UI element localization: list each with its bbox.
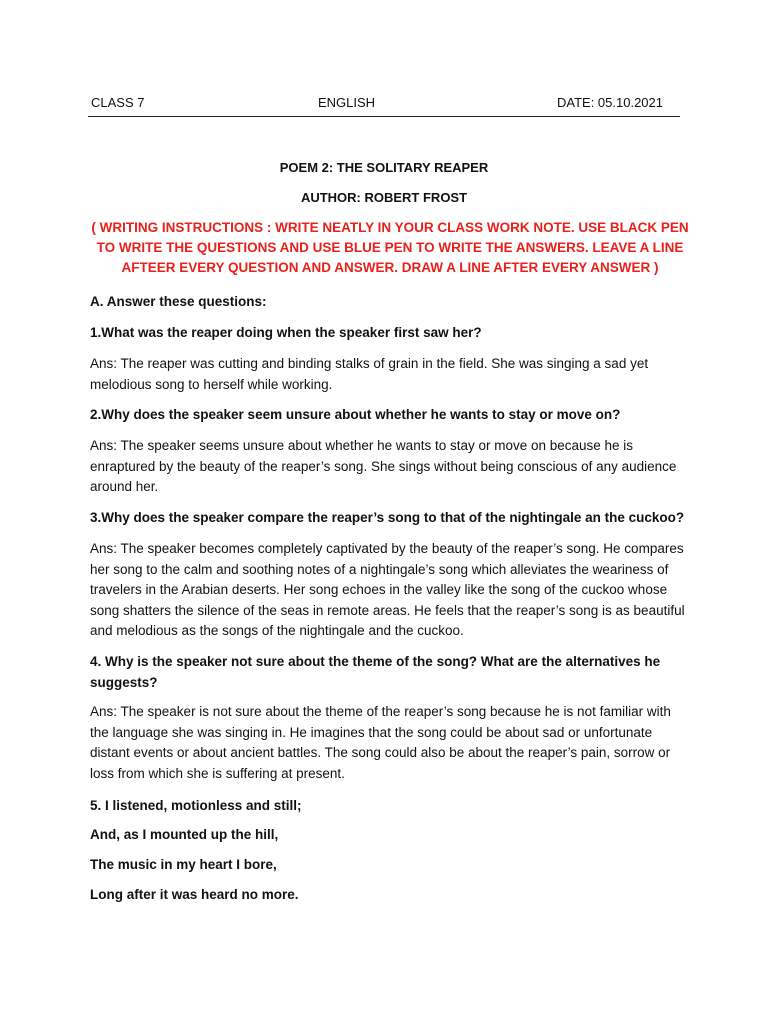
- answer-1: Ans: The reaper was cutting and binding stalks of grain in the field. She was singing a sad yet melodious song to herself while working.: [90, 356, 649, 392]
- section-heading: A. Answer these questions:: [90, 294, 267, 309]
- stanza-line-2: And, as I mounted up the hill,: [90, 827, 279, 842]
- page-header: [88, 94, 680, 117]
- question-3: 3.Why does the speaker compare the reaper’s song to that of the nightingale an the cuckoo?: [90, 510, 685, 525]
- stanza-line-1: 5. I listened, motionless and still;: [90, 798, 302, 813]
- class-label: CLASS 7: [91, 95, 145, 110]
- answer-3: Ans: The speaker becomes completely captivated by the beauty of the reaper’s song. He compares her song to the calm and soothing notes of a nightingale’s song which alleviates the weariness of travelers in the Arabian deserts. Her song echoes in the valley like the song of the cuckoo whose song shatters the silence of the seas in remote areas. He feels that the reaper’s song is as beautiful and melodious as the songs of the nightingale and the cuckoo.: [90, 541, 685, 638]
- author-line: AUTHOR: ROBERT FROST: [300, 190, 468, 205]
- question-1: 1.What was the reaper doing when the speaker first saw her?: [90, 325, 482, 340]
- writing-instructions: ( WRITING INSTRUCTIONS : WRITE NEATLY IN YOUR CLASS WORK NOTE. USE BLACK PEN TO WRITE THE QUESTIONS AND USE BLUE PEN TO WRITE THE ANSWERS. LEAVE A LINE AFTEER EVERY QUESTION AND ANSWER. DRAW A LINE AFTER EVERY ANSWER ): [91, 220, 689, 275]
- date-label: DATE: 05.10.2021: [557, 95, 663, 110]
- question-4: 4. Why is the speaker not sure about the theme of the song? What are the alternatives he suggests?: [90, 654, 661, 690]
- answer-2: Ans: The speaker seems unsure about whether he wants to stay or move on because he is enraptured by the beauty of the reaper’s song. She sings without being conscious of any audience around her.: [90, 438, 677, 494]
- stanza-line-3: The music in my heart I bore,: [90, 857, 277, 872]
- subject-label: ENGLISH: [318, 95, 376, 110]
- stanza-line-4: Long after it was heard no more.: [90, 887, 299, 902]
- answer-4: Ans: The speaker is not sure about the theme of the reaper’s song because he is not familiar with the language she was singing in. He imagines that the song could be about sad or unfortunate distant events or about ancient battles. The song could also be about the reaper’s pain, sorrow or loss from which she is suffering at present.: [90, 704, 671, 781]
- poem-title: POEM 2: THE SOLITARY REAPER: [279, 160, 489, 175]
- question-2: 2.Why does the speaker seem unsure about whether he wants to stay or move on?: [90, 407, 621, 422]
